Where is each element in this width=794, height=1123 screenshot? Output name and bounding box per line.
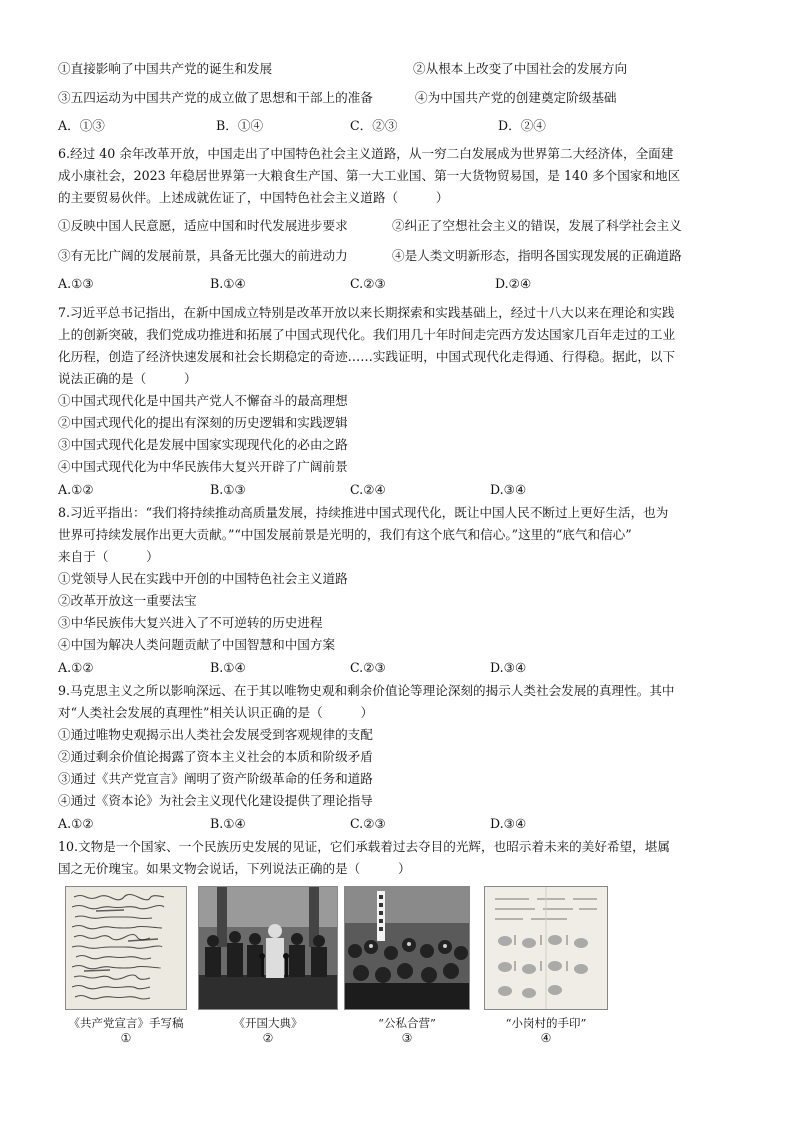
q9-stem-line-1: 9.马克思主义之所以影响深远、在于其以唯物史观和剩余价值论等理论深刻的揭示人类社会发展的真理性。其中: [58, 683, 675, 698]
q8-stem-line-2: 世界可持续发展作出更大贡献。”“中国发展前景是光明的，我们有这个底气和信心。”这里的“底气和信心”: [58, 527, 632, 542]
q8-statement-1: ①党领导人民在实践中开创的中国特色社会主义道路: [58, 571, 348, 586]
q7-options: [58, 478, 740, 502]
q7-statement-3: ③中国式现代化是发展中国家实现现代化的必由之路: [58, 437, 348, 452]
q5-statement-4: ④为中国共产党的创建奠定阶级基础: [415, 90, 617, 105]
q7-stem-line-4: 说法正确的是（ ）: [58, 371, 197, 386]
q7-stem-line-2: 上的创新突破，我们党成功推进和拓展了中国式现代化。我们用几十年时间走完西方发达国家几百年走过的工业: [58, 327, 676, 342]
q6-stem-line-2: 成小康社会，2023 年稳居世界第一大粮食生产国、第一大工业国、第一大货物贸易国，是 140 多个国家和地区: [58, 168, 681, 183]
figure-xiaogang-handprints: [482, 886, 610, 1045]
q5-statements-row-1: [58, 56, 740, 82]
figure-4-number: ④: [540, 1031, 552, 1045]
q6-statement-3: ③有无比广阔的发展前景，具备无比强大的前进动力: [58, 248, 348, 263]
figure-1-caption: 《共产党宣言》手写稿: [68, 1016, 184, 1030]
q7-statement-2: ②中国式现代化的提出有深刻的历史逻辑和实践逻辑: [58, 415, 348, 430]
q6-option-b[interactable]: B.①④: [210, 276, 246, 291]
q5-statement-3: ③五四运动为中国共产党的成立做了思想和干部上的准备: [58, 90, 373, 105]
q5-option-c[interactable]: C．②③: [350, 118, 398, 133]
q9-statement-1: ①通过唯物史观揭示出人类社会发展受到客观规律的支配: [58, 727, 373, 742]
figure-4-caption: “小岗村的手印”: [505, 1016, 587, 1030]
q9-option-d[interactable]: D.③④: [490, 816, 527, 831]
figure-2-caption: 《开国大典》: [233, 1016, 303, 1030]
q5-option-b[interactable]: B．①④: [216, 118, 264, 133]
q8-option-a[interactable]: A.①②: [58, 660, 94, 675]
q9-option-a[interactable]: A.①②: [58, 816, 94, 831]
q5-statement-2: ②从根本上改变了中国社会的发展方向: [413, 61, 628, 76]
handprint-image: [484, 886, 608, 1010]
q8-stem-line-3: 来自于（ ）: [58, 549, 159, 564]
q6-statement-1: ①反映中国人民意愿，适应中国和时代发展进步要求: [58, 218, 348, 233]
q9-option-b[interactable]: B.①④: [210, 816, 246, 831]
q6-stem-line-1: 6.经过 40 余年改革开放，中国走出了中国特色社会主义道路，从一穷二白发展成为世界第二大经济体，全面建: [58, 146, 674, 161]
exam-page: [58, 56, 740, 1046]
q7-option-b[interactable]: B.①③: [210, 482, 246, 497]
q6-stem-line-3: 的主要贸易伙伴。上述成就佐证了，中国特色社会主义道路（ ）: [58, 190, 449, 205]
q8-statement-3: ③中华民族伟大复兴进入了不可逆转的历史进程: [58, 615, 323, 630]
q7-option-a[interactable]: A.①②: [58, 482, 94, 497]
q10-stem-line-2: 国之无价瑰宝。如果文物会说话，下列说法正确的是（ ）: [58, 861, 411, 876]
q8-option-d[interactable]: D.③④: [490, 660, 527, 675]
joint-venture-image: [344, 886, 470, 1010]
q6-statement-4: ④是人类文明新形态，指明各国实现发展的正确道路: [392, 248, 682, 263]
q10-stem-line-1: 10.文物是一个国家、一个民族历史发展的见证，它们承载着过去夺目的光辉，也昭示着未来的美好希望，堪属: [58, 839, 670, 854]
q6-option-d[interactable]: D.②④: [495, 276, 532, 291]
q6-statements-row-1: [58, 213, 740, 239]
q8-stem-line-1: 8.习近平指出：“我们将持续推动高质量发展，持续推进中国式现代化，既让中国人民不断过上更好生活，也为: [58, 505, 669, 520]
figure-3-number: ③: [401, 1031, 413, 1045]
ceremony-illustration: [199, 887, 337, 1009]
q5-option-d[interactable]: D．②④: [498, 118, 546, 133]
q9-statement-4: ④通过《资本论》为社会主义现代化建设提供了理论指导: [58, 793, 373, 808]
q10-stem: [58, 836, 740, 880]
q10-figures: [58, 886, 740, 1046]
q5-statement-1: ①直接影响了中国共产党的诞生和发展: [58, 61, 273, 76]
q8-option-b[interactable]: B.①④: [210, 660, 246, 675]
q9-statement-2: ②通过剩余价值论揭露了资本主义社会的本质和阶级矛盾: [58, 749, 373, 764]
q6-options: [58, 272, 740, 296]
q6-statements-row-2: [58, 243, 740, 269]
q9-stem-line-2: 对“人类社会发展的真理性”相关认识正确的是（ ）: [58, 705, 374, 720]
figure-joint-venture: [344, 886, 470, 1045]
q8-option-c[interactable]: C.②③: [350, 660, 386, 675]
handprint-illustration: [485, 887, 607, 1009]
ceremony-image: [198, 886, 338, 1010]
figure-manifesto-manuscript: [62, 886, 190, 1045]
q9-options: [58, 812, 740, 836]
q8-statement-4: ④中国为解决人类问题贡献了中国智慧和中国方案: [58, 637, 336, 652]
handwriting-illustration: [66, 887, 186, 1009]
figure-1-number: ①: [120, 1031, 132, 1045]
manuscript-image: [65, 886, 187, 1010]
q6-stem: [58, 143, 740, 209]
q7-stem: [58, 302, 740, 390]
q5-options: [58, 114, 740, 138]
q6-statement-2: ②纠正了空想社会主义的错误，发展了科学社会主义: [392, 218, 682, 233]
q5-statements-row-2: [58, 85, 740, 111]
q7-option-c[interactable]: C.②④: [350, 482, 386, 497]
q7-stem-line-3: 化历程，创造了经济快速发展和社会长期稳定的奇迹……实践证明，中国式现代化走得通、行得稳。据此，以下: [58, 349, 676, 364]
q7-option-d[interactable]: D.③④: [490, 482, 527, 497]
q9-stem: [58, 680, 740, 724]
figure-2-number: ②: [262, 1031, 274, 1045]
q5-option-a[interactable]: A．①③: [58, 118, 105, 133]
q7-statement-1: ①中国式现代化是中国共产党人不懈奋斗的最高理想: [58, 393, 348, 408]
figure-3-caption: “公私合营”: [378, 1016, 436, 1030]
figure-founding-ceremony: [198, 886, 338, 1045]
q6-option-a[interactable]: A.①③: [58, 276, 94, 291]
q7-stem-line-1: 7.习近平总书记指出，在新中国成立特别是改革开放以来长期探索和实践基础上，经过十八大以来在理论和实践: [58, 305, 675, 320]
q8-statement-2: ②改革开放这一重要法宝: [58, 593, 197, 608]
q8-stem: [58, 502, 740, 568]
q8-options: [58, 656, 740, 680]
crowd-illustration: [345, 887, 469, 1009]
q9-option-c[interactable]: C.②③: [350, 816, 386, 831]
q7-statement-4: ④中国式现代化为中华民族伟大复兴开辟了广阔前景: [58, 459, 348, 474]
q6-option-c[interactable]: C.②③: [350, 276, 386, 291]
q9-statement-3: ③通过《共产党宣言》阐明了资产阶级革命的任务和道路: [58, 771, 373, 786]
